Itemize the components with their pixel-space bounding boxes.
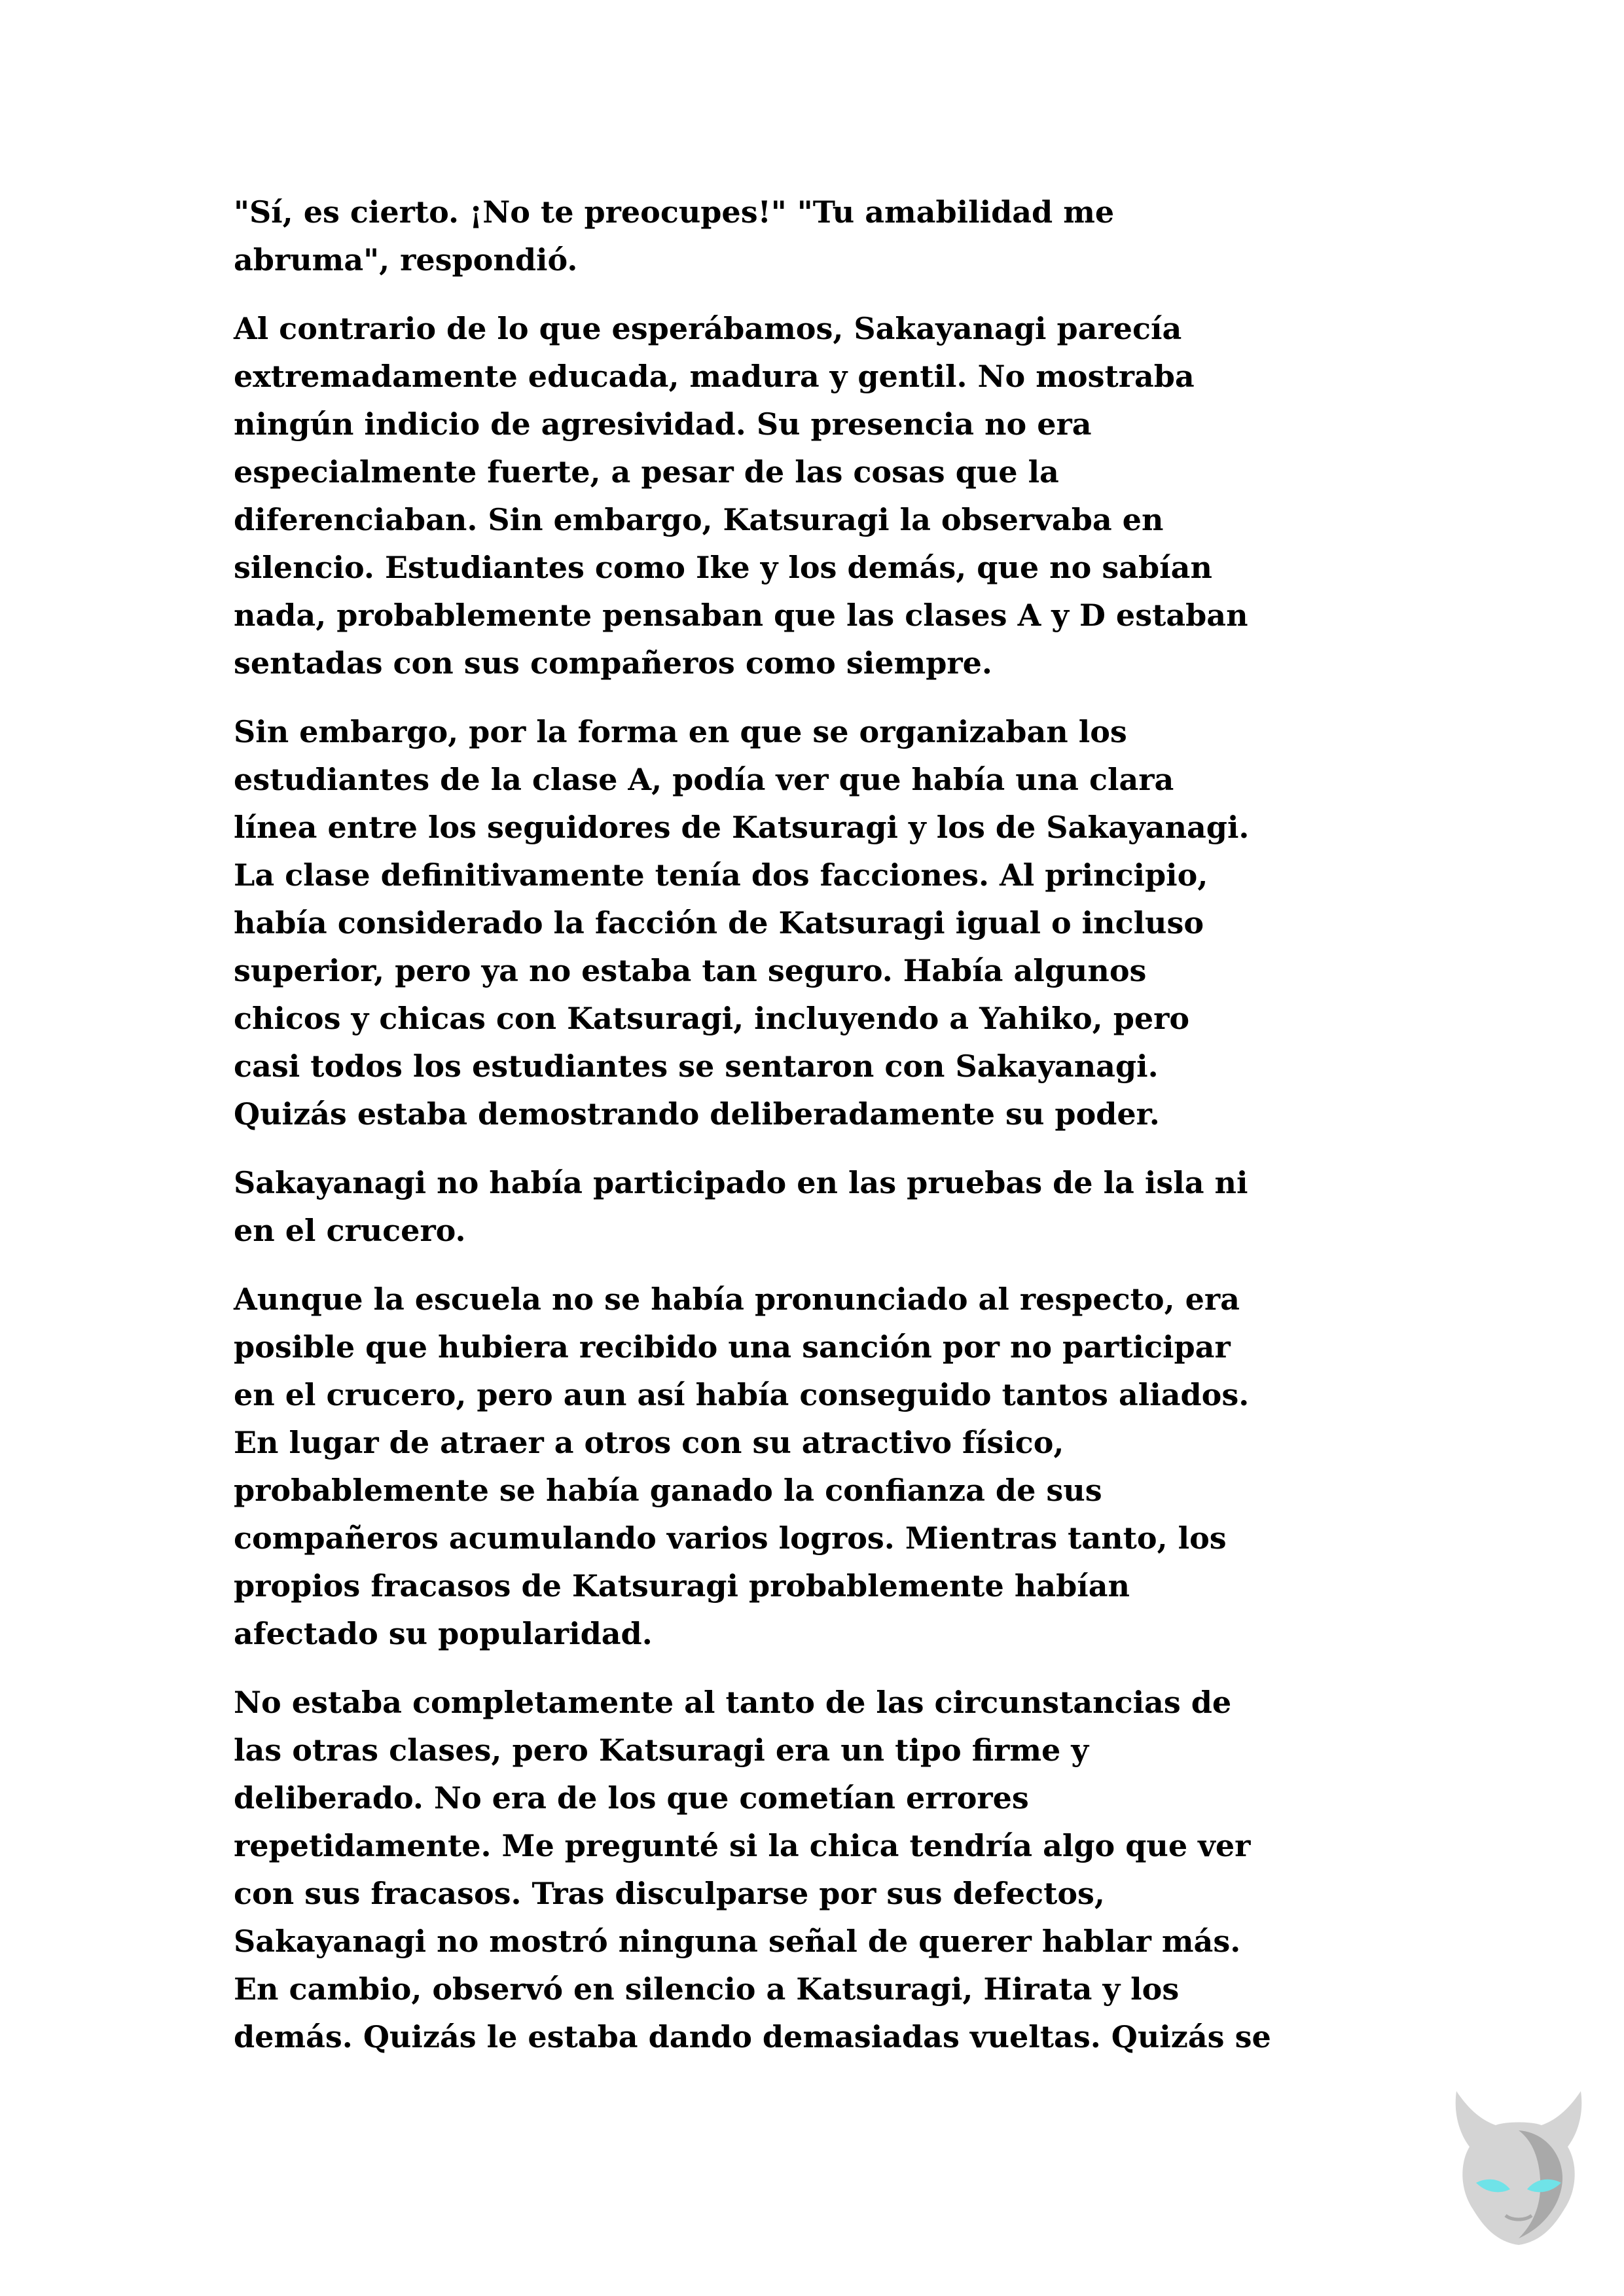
document-body [234, 188, 1399, 2082]
paragraph-1: "Sí, es cierto. ¡No te preocupes!" "Tu amabilidad me abruma", respondió. [234, 194, 1115, 278]
paragraph-3: Sin embargo, por la forma en que se organizaban los estudiantes de la clase A, podía ver que había una clara línea entre los seguidores de Katsuragi y los de Sakayanagi. La clase definitivamente tenía dos facciones. Al principio, había considerado la facción de Katsuragi igual o incluso superior, pero ya no estaba tan seguro. Había algunos chicos y chicas con Katsuragi, incluyendo a Yahiko, pero casi todos los estudiantes se sentaron con Sakayanagi. Quizás estaba demostrando deliberadamente su poder. [234, 714, 1250, 1132]
paragraph-4: Sakayanagi no había participado en las pruebas de la isla ni en el crucero. [234, 1165, 1248, 1248]
demon-head-logo-icon [1443, 2085, 1594, 2248]
paragraph-2: Al contrario de lo que esperábamos, Sakayanagi parecía extremadamente educada, madura y gentil. No mostraba ningún indicio de agresividad. Su presencia no era especialmente fuerte, a pesar de las cosas que la diferenciaban. Sin embargo, Katsuragi la observaba en silencio. Estudiantes como Ike y los demás, que no sabían nada, probablemente pensaban que las clases A y D estaban sentadas con sus compañeros como siempre. [234, 311, 1248, 681]
paragraph-6: No estaba completamente al tanto de las circunstancias de las otras clases, pero Katsuragi era un tipo firme y deliberado. No era de los que cometían errores repetidamente. Me pregunté si la chica tendría algo que ver con sus fracasos. Tras disculparse por sus defectos, Sakayanagi no mostró ninguna señal de querer hablar más. En cambio, observó en silencio a Katsuragi, Hirata y los demás. Quizás le estaba dando demasiadas vueltas. Quizás se [234, 1685, 1271, 2054]
paragraph-5: Aunque la escuela no se había pronunciado al respecto, era posible que hubiera recibido una sanción por no participar en el crucero, pero aun así había conseguido tantos aliados. En lugar de atraer a otros con su atractivo físico, probablemente se había ganado la confianza de sus compañeros acumulando varios logros. Mientras tanto, los propios fracasos de Katsuragi probablemente habían afectado su popularidad. [234, 1282, 1250, 1651]
